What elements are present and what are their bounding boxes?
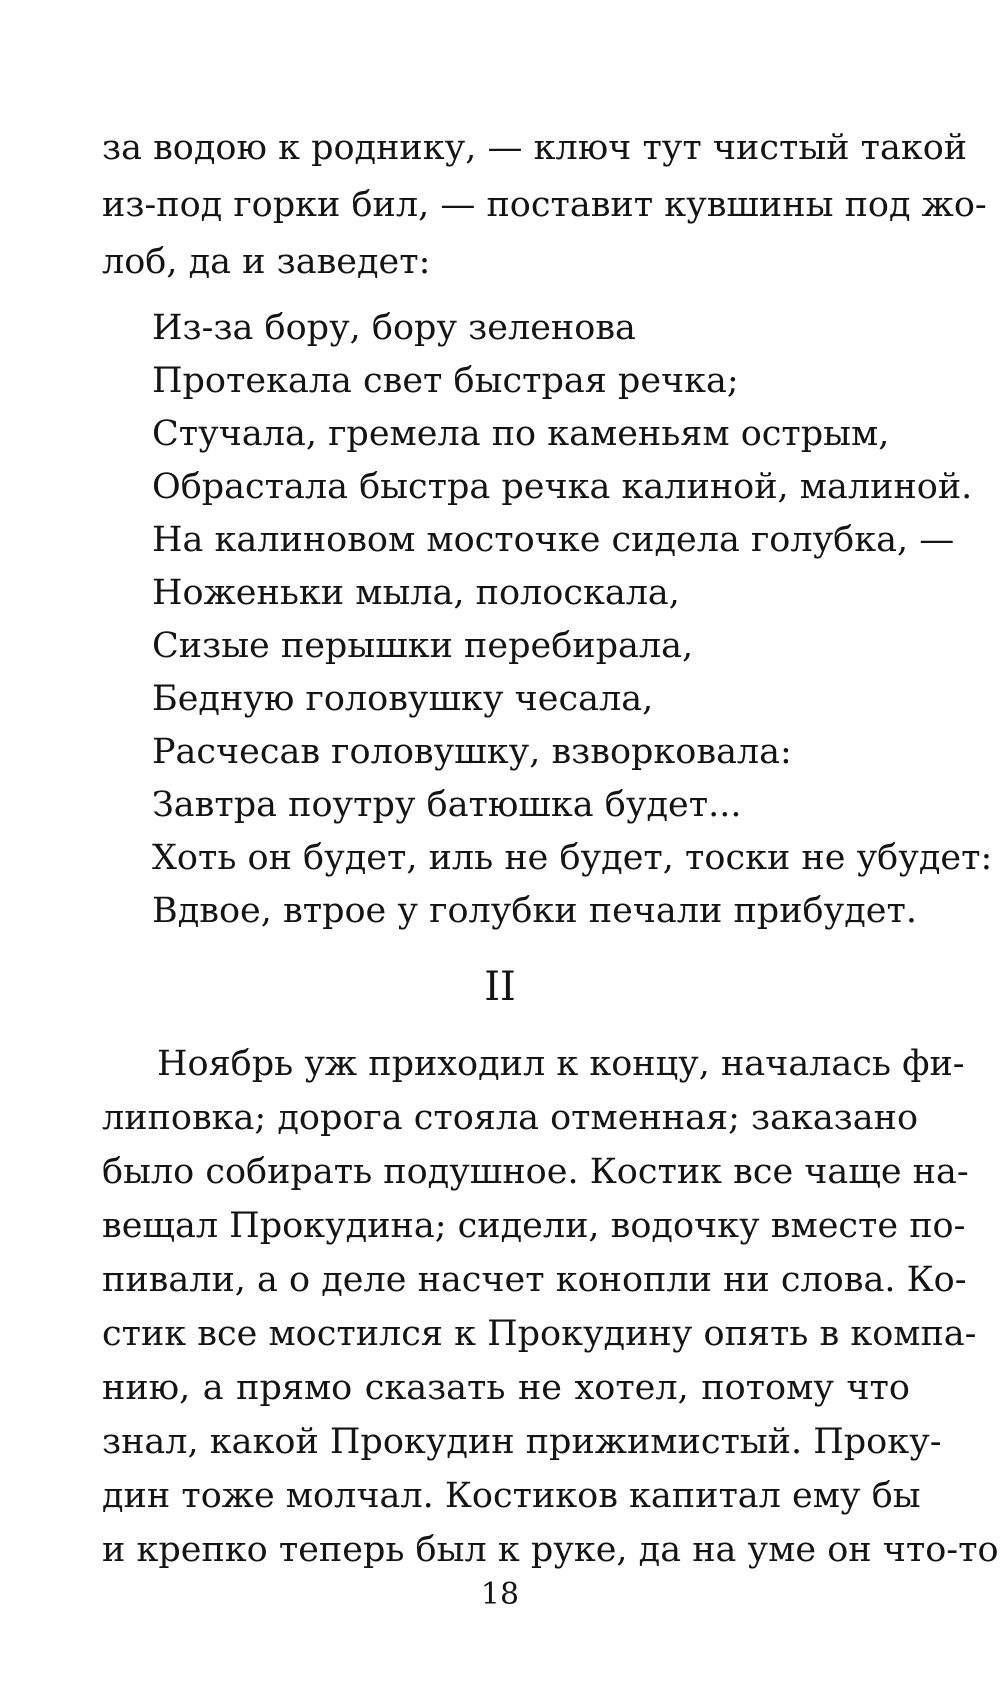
verse-line: Протекала свет быстрая речка; [152,361,739,401]
verse-line: Хоть он будет, иль не будет, тоски не убудет: [152,838,993,878]
chapter-heading: II [484,964,516,1010]
body-line: стик все мостился к Прокудину опять в компа- [102,1314,977,1354]
verse-line: Сизые перышки перебирала, [152,626,694,666]
body-line: липовка; дорога стояла отменная; заказано [102,1098,919,1138]
body-line: вещал Прокудина; сидели, водочку вместе по- [102,1206,966,1246]
verse-line: Завтра поутру батюшка будет... [152,785,742,825]
intro-line: из-под горки бил, — поставит кувшины под жо- [102,185,987,225]
body-line: нию, а прямо сказать не хотел, потому что [102,1368,910,1408]
body-line: дин тоже молчал. Костиков капитал ему бы [102,1476,921,1516]
verse-line: Обрастала быстра речка калиной, малиной. [152,467,973,507]
body-line: пивали, а о деле насчет конопли ни слова. Ко- [102,1260,967,1300]
body-line: знал, какой Прокудин прижимистый. Проку- [102,1422,942,1462]
verse-line: Вдвое, втрое у голубки печали прибудет. [152,891,917,931]
intro-line: за водою к роднику, — ключ тут чистый такой [102,128,968,168]
body-line: Ноябрь уж приходил к концу, началась фи- [157,1044,965,1084]
verse-line: На калиновом мосточке сидела голубка, — [152,520,955,560]
body-line: было собирать подушное. Костик все чаще на- [102,1152,969,1192]
body-line: и крепко теперь был к руке, да на уме он что-то [102,1530,999,1570]
page-number: 18 [480,1577,520,1612]
verse-line: Стучала, гремела по каменьям острым, [152,414,890,454]
verse-line: Ноженьки мыла, полоскала, [152,573,680,613]
verse-line: Бедную головушку чесала, [152,679,654,719]
verse-line: Из-за бору, бору зеленова [152,308,636,348]
verse-line: Расчесав головушку, взворковала: [152,732,792,772]
intro-line: лоб, да и заведет: [102,242,431,282]
